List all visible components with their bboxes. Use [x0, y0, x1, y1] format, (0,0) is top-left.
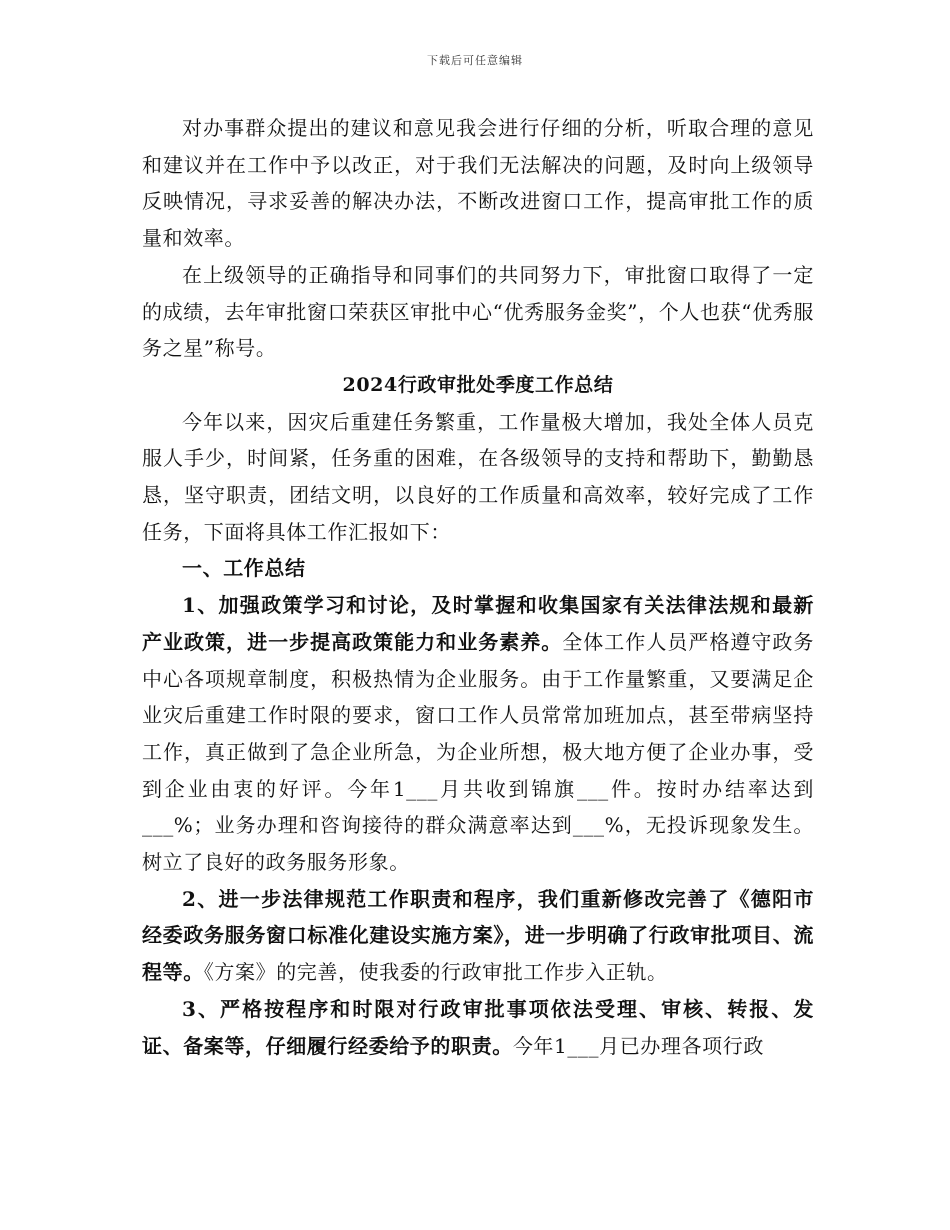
document-title: 2024行政审批处季度工作总结: [342, 373, 614, 396]
item-1-bold-lead: 1、加强政策学习和讨论，及时掌握和收集国家有关法律法规和最新产业政策，进一步提高政策能力和业务素养。: [142, 593, 814, 654]
paragraph-achievements: 在上级领导的正确指导和同事们的共同努力下，审批窗口取得了一定的成绩，去年审批窗口荣获区审批中心“优秀服务金奖”，个人也获“优秀服务之星”称号。: [142, 262, 814, 361]
item-2-bold-lead: 2、进一步法律规范工作职责和程序，我们重新修改完善了《德阳市经委政务服务窗口标准化建设实施方案》，进一步明确了行政审批项目、流程等。: [142, 886, 814, 985]
item-3-text: 今年1___月已办理各项行政: [512, 1033, 764, 1058]
paragraph-item-2: [142, 881, 814, 991]
item-2-text: 《方案》的完善，使我委的行政审批工作步入正轨。: [203, 960, 668, 985]
paragraph-item-1: [142, 587, 814, 881]
paragraph-item-3: [142, 991, 814, 1064]
section-heading-work-summary: 一、工作总结: [182, 556, 306, 581]
item-3-bold-lead: 3、严格按程序和时限对行政审批事项依法受理、审核、转报、发证、备案等，仔细履行经委给予的职责。: [142, 996, 814, 1058]
header-note: 下载后可任意编辑: [427, 54, 523, 67]
paragraph-suggestions: 对办事群众提出的建议和意见我会进行仔细的分析，听取合理的意见和建议并在工作中予以改正，对于我们无法解决的问题，及时向上级领导反映情况，寻求妥善的解决办法，不断改进窗口工作，提高审批工作的质量和效率。: [142, 116, 814, 251]
document-body: [142, 110, 814, 1064]
item-1-text: 全体工作人员严格遵守政务中心各项规章制度，积极热情为企业服务。由于工作量繁重，又要满足企业灾后重建工作时限的要求，窗口工作人员常常加班加点，甚至带病坚持工作，真正做到了急企业所急，为企业所想，极大地方便了企业办事，受到企业由衷的好评。今年1___月共收到锦旗___件。按时办结率达到___%；业务办理和咨询接待的群众满意率达到___%，无投诉现象发生。树立了良好的政务服务形象。: [142, 629, 815, 875]
paragraph-intro: 今年以来，因灾后重建任务繁重，工作量极大增加，我处全体人员克服人手少，时间紧，任务重的困难，在各级领导的支持和帮助下，勤勤恳恳，坚守职责，团结文明，以良好的工作质量和高效率，较好完成了工作任务，下面将具体工作汇报如下：: [142, 409, 814, 544]
